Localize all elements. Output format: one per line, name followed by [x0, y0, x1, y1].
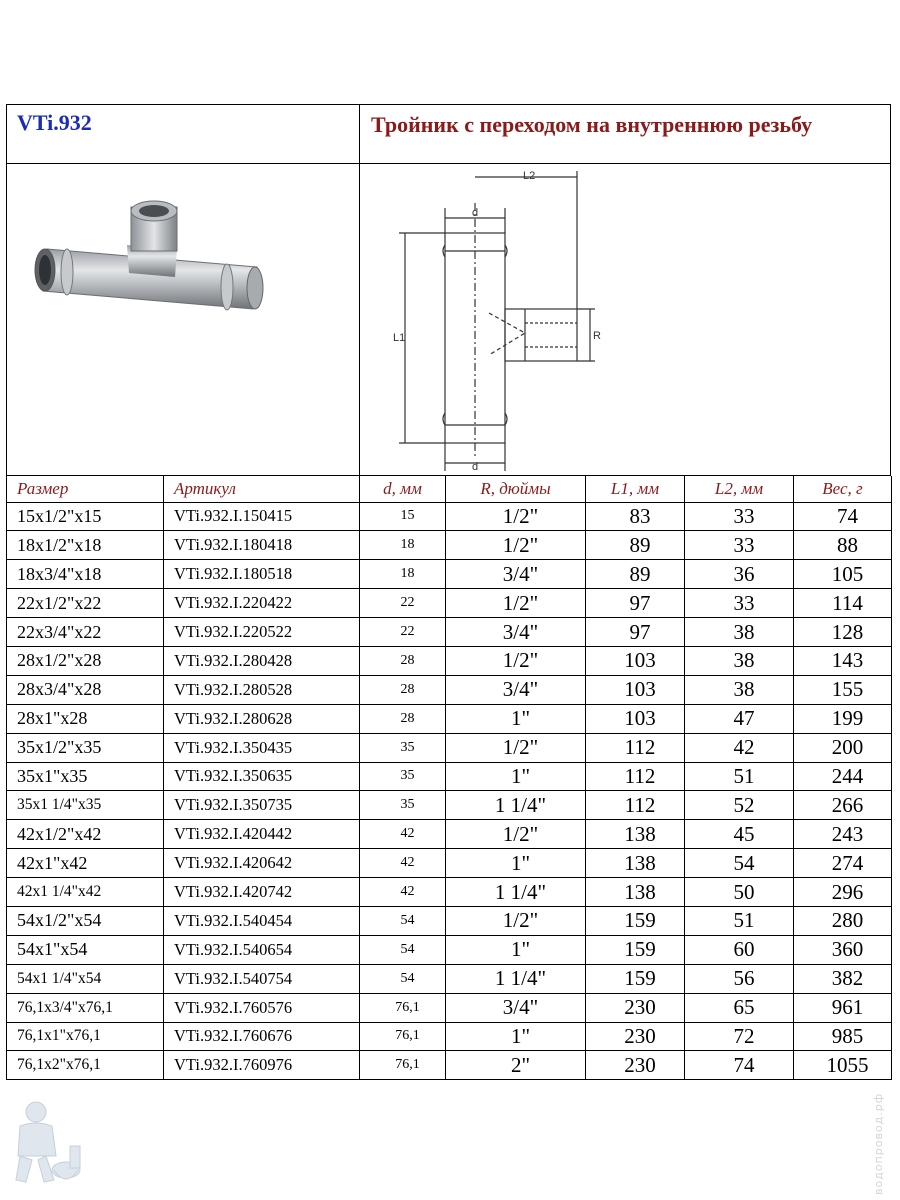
cell-size: 18x3/4"x18 — [7, 560, 164, 589]
cell-l1: 112 — [586, 791, 685, 820]
col-header-article: Артикул — [164, 476, 360, 502]
cell-r: 1 1/4" — [446, 791, 586, 820]
cell-weight: 243 — [794, 820, 892, 849]
cell-l2: 33 — [685, 502, 794, 531]
cell-l1: 138 — [586, 849, 685, 878]
cell-article: VTi.932.I.280628 — [164, 704, 360, 733]
cell-size: 22x3/4"x22 — [7, 618, 164, 647]
cell-l2: 38 — [685, 618, 794, 647]
cell-size: 35x1/2"x35 — [7, 733, 164, 762]
cell-weight: 280 — [794, 906, 892, 935]
cell-l2: 60 — [685, 935, 794, 964]
cell-l1: 103 — [586, 704, 685, 733]
cell-weight: 88 — [794, 531, 892, 560]
cell-r: 1 1/4" — [446, 964, 586, 993]
cell-size: 22x1/2"x22 — [7, 589, 164, 618]
cell-l1: 159 — [586, 906, 685, 935]
cell-l1: 89 — [586, 560, 685, 589]
cell-weight: 1055 — [794, 1051, 892, 1080]
col-header-size: Размер — [7, 476, 164, 502]
cell-d: 54 — [360, 906, 446, 935]
cell-r: 1" — [446, 762, 586, 791]
cell-article: VTi.932.I.220522 — [164, 618, 360, 647]
cell-weight: 274 — [794, 849, 892, 878]
table-row — [7, 502, 892, 531]
cell-l2: 51 — [685, 906, 794, 935]
cell-r: 1/2" — [446, 531, 586, 560]
cell-weight: 200 — [794, 733, 892, 762]
table-row — [7, 935, 892, 964]
table-header-row — [7, 476, 892, 502]
cell-l2: 36 — [685, 560, 794, 589]
cell-r: 3/4" — [446, 618, 586, 647]
table-row — [7, 1022, 892, 1051]
cell-weight: 199 — [794, 704, 892, 733]
cell-d: 54 — [360, 964, 446, 993]
table-row — [7, 618, 892, 647]
table-row — [7, 704, 892, 733]
cell-l1: 97 — [586, 589, 685, 618]
cell-size: 42x1 1/4"x42 — [7, 878, 164, 907]
cell-d: 54 — [360, 935, 446, 964]
cell-weight: 105 — [794, 560, 892, 589]
cell-d: 15 — [360, 502, 446, 531]
cell-r: 1/2" — [446, 733, 586, 762]
cell-size: 54x1 1/4"x54 — [7, 964, 164, 993]
cell-d: 42 — [360, 849, 446, 878]
cell-weight: 74 — [794, 502, 892, 531]
table-row — [7, 849, 892, 878]
cell-l1: 112 — [586, 762, 685, 791]
cell-weight: 961 — [794, 993, 892, 1022]
cell-article: VTi.932.I.350435 — [164, 733, 360, 762]
cell-l2: 65 — [685, 993, 794, 1022]
col-header-l1: L1, мм — [586, 476, 685, 502]
cell-r: 1/2" — [446, 820, 586, 849]
product-photo — [27, 197, 277, 317]
table-row — [7, 993, 892, 1022]
col-header-r: R, дюймы — [446, 476, 586, 502]
cell-d: 22 — [360, 589, 446, 618]
table-row — [7, 589, 892, 618]
cell-weight: 360 — [794, 935, 892, 964]
col-header-weight: Вес, г — [794, 476, 892, 502]
cell-l2: 72 — [685, 1022, 794, 1051]
cell-r: 2" — [446, 1051, 586, 1080]
table-row — [7, 733, 892, 762]
cell-r: 1/2" — [446, 646, 586, 675]
cell-d: 42 — [360, 820, 446, 849]
table-row — [7, 878, 892, 907]
cell-article: VTi.932.I.760676 — [164, 1022, 360, 1051]
label-r: R — [593, 330, 601, 342]
label-d-top: d — [472, 207, 479, 219]
cell-weight: 114 — [794, 589, 892, 618]
cell-r: 3/4" — [446, 560, 586, 589]
label-l1: L1 — [393, 332, 406, 344]
cell-size: 28x3/4"x28 — [7, 675, 164, 704]
cell-article: VTi.932.I.540454 — [164, 906, 360, 935]
table-row — [7, 964, 892, 993]
cell-r: 1" — [446, 935, 586, 964]
cell-l2: 52 — [685, 791, 794, 820]
cell-d: 28 — [360, 646, 446, 675]
plumber-watermark-logo — [6, 1098, 84, 1190]
cell-l1: 112 — [586, 733, 685, 762]
cell-l1: 97 — [586, 618, 685, 647]
cell-d: 35 — [360, 733, 446, 762]
cell-weight: 985 — [794, 1022, 892, 1051]
cell-article: VTi.932.I.220422 — [164, 589, 360, 618]
cell-d: 35 — [360, 791, 446, 820]
cell-l2: 54 — [685, 849, 794, 878]
table-row — [7, 791, 892, 820]
table-row — [7, 1051, 892, 1080]
cell-d: 42 — [360, 878, 446, 907]
cell-weight: 143 — [794, 646, 892, 675]
cell-d: 35 — [360, 762, 446, 791]
cell-article: VTi.932.I.180518 — [164, 560, 360, 589]
cell-l2: 38 — [685, 675, 794, 704]
cell-l2: 47 — [685, 704, 794, 733]
col-header-l2: L2, мм — [685, 476, 794, 502]
cell-weight: 296 — [794, 878, 892, 907]
cell-article: VTi.932.I.150415 — [164, 502, 360, 531]
cell-l2: 45 — [685, 820, 794, 849]
cell-r: 1 1/4" — [446, 878, 586, 907]
technical-drawing — [365, 163, 665, 477]
cell-size: 42x1/2"x42 — [7, 820, 164, 849]
cell-l2: 38 — [685, 646, 794, 675]
cell-size: 76,1x1"x76,1 — [7, 1022, 164, 1051]
cell-article: VTi.932.I.420642 — [164, 849, 360, 878]
label-l2: L2 — [523, 170, 536, 182]
cell-article: VTi.932.I.280428 — [164, 646, 360, 675]
col-header-d: d, мм — [360, 476, 446, 502]
cell-r: 1/2" — [446, 502, 586, 531]
table-row — [7, 820, 892, 849]
cell-article: VTi.932.I.540754 — [164, 964, 360, 993]
cell-weight: 155 — [794, 675, 892, 704]
cell-l1: 138 — [586, 878, 685, 907]
cell-article: VTi.932.I.350735 — [164, 791, 360, 820]
cell-l1: 230 — [586, 1022, 685, 1051]
cell-article: VTi.932.I.280528 — [164, 675, 360, 704]
cell-article: VTi.932.I.350635 — [164, 762, 360, 791]
cell-d: 28 — [360, 704, 446, 733]
cell-size: 54x1"x54 — [7, 935, 164, 964]
cell-size: 42x1"x42 — [7, 849, 164, 878]
cell-l1: 159 — [586, 935, 685, 964]
cell-size: 15x1/2"x15 — [7, 502, 164, 531]
cell-article: VTi.932.I.760976 — [164, 1051, 360, 1080]
model-code: VTi.932 — [17, 110, 92, 135]
cell-l2: 74 — [685, 1051, 794, 1080]
cell-l1: 230 — [586, 993, 685, 1022]
cell-r: 1" — [446, 849, 586, 878]
cell-size: 18x1/2"x18 — [7, 531, 164, 560]
cell-weight: 382 — [794, 964, 892, 993]
cell-weight: 128 — [794, 618, 892, 647]
product-header — [6, 104, 891, 476]
spec-table — [6, 476, 892, 1080]
cell-l2: 50 — [685, 878, 794, 907]
cell-l1: 89 — [586, 531, 685, 560]
header-divider-vertical — [359, 105, 360, 475]
cell-l2: 56 — [685, 964, 794, 993]
table-row — [7, 762, 892, 791]
cell-size: 76,1x2"x76,1 — [7, 1051, 164, 1080]
cell-r: 1" — [446, 1022, 586, 1051]
cell-r: 1/2" — [446, 589, 586, 618]
cell-l1: 138 — [586, 820, 685, 849]
table-row — [7, 646, 892, 675]
cell-weight: 266 — [794, 791, 892, 820]
cell-d: 28 — [360, 675, 446, 704]
cell-d: 22 — [360, 618, 446, 647]
cell-size: 76,1x3/4"x76,1 — [7, 993, 164, 1022]
cell-size: 35x1"x35 — [7, 762, 164, 791]
table-row — [7, 560, 892, 589]
cell-d: 18 — [360, 531, 446, 560]
cell-d: 76,1 — [360, 1022, 446, 1051]
cell-d: 18 — [360, 560, 446, 589]
cell-article: VTi.932.I.420742 — [164, 878, 360, 907]
product-title: Тройник с переходом на внутреннюю резьбу — [371, 112, 813, 137]
cell-l2: 51 — [685, 762, 794, 791]
cell-size: 28x1/2"x28 — [7, 646, 164, 675]
cell-r: 1/2" — [446, 906, 586, 935]
cell-d: 76,1 — [360, 1051, 446, 1080]
cell-l1: 230 — [586, 1051, 685, 1080]
cell-r: 3/4" — [446, 993, 586, 1022]
cell-article: VTi.932.I.180418 — [164, 531, 360, 560]
cell-size: 54x1/2"x54 — [7, 906, 164, 935]
cell-size: 28x1"x28 — [7, 704, 164, 733]
cell-l2: 33 — [685, 589, 794, 618]
cell-article: VTi.932.I.760576 — [164, 993, 360, 1022]
table-row — [7, 906, 892, 935]
cell-article: VTi.932.I.540654 — [164, 935, 360, 964]
table-row — [7, 531, 892, 560]
cell-r: 3/4" — [446, 675, 586, 704]
label-d-bottom: d — [472, 461, 479, 473]
cell-article: VTi.932.I.420442 — [164, 820, 360, 849]
cell-weight: 244 — [794, 762, 892, 791]
product-sheet — [6, 104, 891, 1080]
cell-l1: 83 — [586, 502, 685, 531]
watermark-site: водопровод.рф — [872, 1092, 885, 1195]
cell-l2: 33 — [685, 531, 794, 560]
cell-l1: 159 — [586, 964, 685, 993]
cell-r: 1" — [446, 704, 586, 733]
table-row — [7, 675, 892, 704]
cell-d: 76,1 — [360, 993, 446, 1022]
cell-size: 35x1 1/4"x35 — [7, 791, 164, 820]
cell-l2: 42 — [685, 733, 794, 762]
cell-l1: 103 — [586, 646, 685, 675]
cell-l1: 103 — [586, 675, 685, 704]
